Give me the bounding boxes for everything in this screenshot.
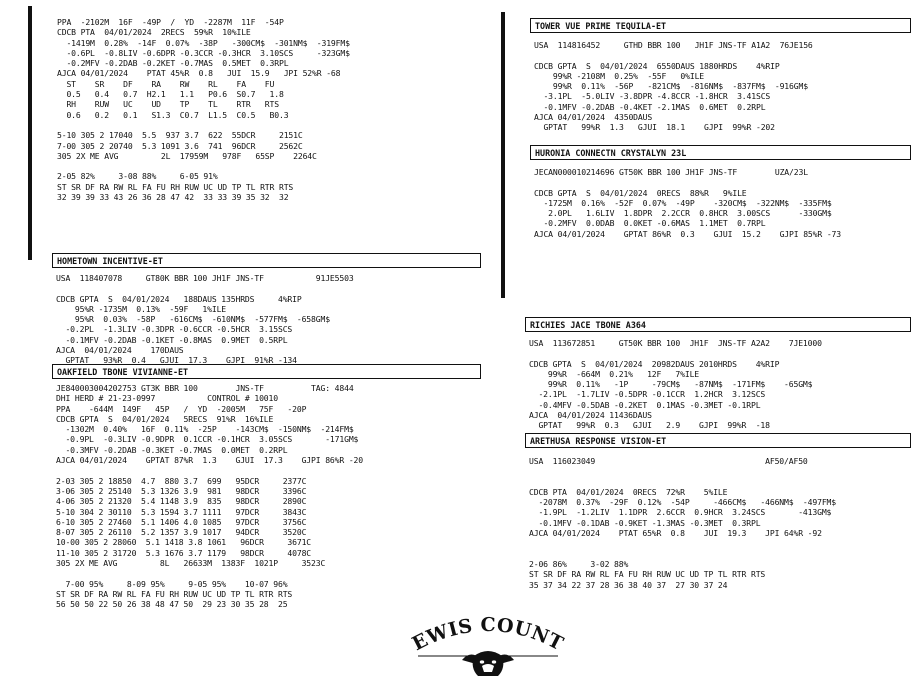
oakfield-title: OAKFIELD TBONE VIVIANNE-ET [57,367,189,377]
record-line: RH RUW UC UD TP TL RTR RTS [57,99,279,110]
record-line: GPTAT 99%R 1.3 GJUI 18.1 GJPI 99%R -202 [534,122,775,133]
lewis-county-logo-graphic [408,612,568,676]
arethusa-title-box [525,433,911,448]
record-line: CDCB GPTA S 04/01/2024 188DAUS 135HRDS 4%RIP [56,293,302,304]
record-line: 5-10 305 2 17040 5.5 937 3.7 622 55DCR 2151C [57,130,303,141]
record-line: 0.6 0.2 0.1 S1.3 C0.7 L1.5 C0.5 B0.3 [57,109,289,120]
record-line: ST SR DF RA RW RL FA FU RH RUW UC UD TP TL RTR RTS [56,588,293,599]
tower-record [534,40,813,133]
record-line: -1419M 0.28% -14F 0.07% -38P -300CM$ -301NM$ -319FM$ [57,37,350,48]
record-line [534,177,841,187]
record-line: ST SR DF RA RW RL FA FU RH RUW UC UD TP TL RTR RTS [57,181,294,192]
record-line: -0.2PL -1.3LIV -0.3DPR -0.6CCR -0.5HCR 3.15SCS [56,324,293,335]
oakfield-record [56,383,363,610]
record-line: CDCB GPTA S 04/01/2024 0RECS 88%R 9%ILE [534,187,747,198]
cow-head-icon [462,651,514,676]
record-line: 8-07 305 2 26110 5.2 1357 3.9 1017 94DCR 3520C [56,527,307,538]
record-line: 2-05 82% 3-08 88% 6-05 91% [57,171,218,182]
hometown-record [56,273,354,366]
record-line: USA 118407078 GT80K BBR 100 JH1F JNS-TF 91JE5503 [56,273,354,283]
record-line [529,466,836,476]
record-line [534,50,813,60]
record-line: CDCB GPTA S 04/01/2024 6550DAUS 1880HRDS 4%RIP [534,60,780,71]
record-line: DHI HERD # 21-23-0997 CONTROL # 10010 [56,393,278,404]
record-line: -3.1PL -5.0LIV -3.8DPR -4.8CCR -1.8HCR 3.41SCS [534,91,771,102]
record-line [57,161,350,171]
record-line: CDCB GPTA S 04/01/2024 20982DAUS 2010HRDS 4%RIP [529,358,780,369]
left-marker-bar [28,6,32,260]
record-line: 99%R -2108M 0.25% -55F 0%ILE [534,70,705,81]
record-line: 305 2X ME AVG 2L 17959M 978F 65SP 2264C [57,150,317,161]
record-line: 10-00 305 2 28060 5.1 1418 3.8 1061 96DCR 3671C [56,537,312,548]
richies-record [529,338,822,431]
record-line [56,568,363,578]
record-line: JECAN000010214696 GT50K BBR 100 JH1F JNS-TF UZA/23L [534,167,808,177]
record-line: 11-10 305 2 31720 5.3 1676 3.7 1179 98DCR 4078C [56,547,312,558]
logo-text: EWIS COUNT [408,613,568,656]
record-line: 3-06 305 2 25140 5.3 1326 3.9 981 98DCR 3396C [56,485,307,496]
record-line: 99%R 0.11% -56P -821CM$ -816NM$ -837FM$ -916GM$ [534,81,808,92]
tower-title: TOWER VUE PRIME TEQUILA-ET [535,21,667,31]
record-line: 35 37 34 22 37 28 36 38 40 37 27 30 37 24 [529,579,728,590]
huronia-title-box [530,145,911,160]
record-line: -1725M 0.16% -52F 0.07% -49P -320CM$ -322NM$ -335FM$ [534,197,832,208]
lewis-county-logo [408,612,568,676]
record-line: GPTAT 93%R 0.4 GJUI 17.3 GJPI 91%R -134 [56,355,297,366]
record-line: USA 114816452 GTHD BBR 100 JH1F JNS-TF A1A2 76JE156 [534,40,813,50]
record-line [56,465,363,475]
record-line: 2-06 86% 3-02 88% [529,558,629,569]
center-marker-bar [501,12,505,298]
record-line: -0.1MFV -0.2DAB -0.4KET -2.1MAS 0.6MET 0.2RPL [534,101,766,112]
record-line: CDCB GPTA S 04/01/2024 5RECS 91%R 16%ILE [56,413,274,424]
oakfield-title-box [52,364,481,379]
record-line: CDCB PTA 04/01/2024 2RECS 59%R 10%ILE [57,27,251,38]
record-line: PPA -644M 149F 45P / YD -2005M 75F -20P [56,403,307,414]
hometown-title: HOMETOWN INCENTIVE-ET [57,256,163,266]
record-line: 7-00 95% 8-09 95% 9-05 95% 10-07 96% [56,578,288,589]
richies-title: RICHIES JACE TBONE A364 [530,320,646,330]
record-line: -0.1MFV -0.1DAB -0.9KET -1.3MAS -0.3MET 0.3RPL [529,517,761,528]
record-line: 95%R 0.03% -58P -616CM$ -610NM$ -577FM$ -658GM$ [56,314,330,325]
record-line: -1.9PL -1.2LIV 1.1DPR 2.6CCR 0.9HCR 3.24SCS -413GM$ [529,507,832,518]
record-line [529,538,836,548]
record-line: -2078M 0.37% -29F 0.12% -54P -466CM$ -466NM$ -497FM$ [529,497,836,508]
record-line: 56 50 50 22 50 26 38 48 47 50 29 23 30 35 28 25 [56,599,288,610]
record-line: AJCA 04/01/2024 11436DAUS [529,410,652,421]
record-line: -0.2MFV 0.0DAB 0.0KET -0.6MAS 1.1MET 0.7RPL [534,218,766,229]
top-left-record [57,17,350,202]
record-line [529,477,836,487]
record-line [529,549,836,559]
huronia-title: HURONIA CONNECTN CRYSTALYN 23L [535,148,687,158]
tower-title-box [530,18,911,33]
hometown-title-box [52,253,481,268]
record-line: AJCA 04/01/2024 4350DAUS [534,112,653,123]
record-line [529,348,822,358]
record-line: USA 113672851 GT50K BBR 100 JH1F JNS-TF A2A2 7JE1000 [529,338,822,348]
record-line: ST SR DF RA RW RL FA FU RH RUW UC UD TP TL RTR RTS [529,569,766,580]
record-line: -0.1MFV -0.2DAB -0.1KET -0.8MAS 0.9MET 0.5RPL [56,334,288,345]
record-line: CDCB PTA 04/01/2024 0RECS 72%R 5%ILE [529,486,728,497]
record-line: AJCA 04/01/2024 170DAUS [56,345,184,356]
record-line: 32 39 39 33 43 26 36 28 47 42 33 33 39 35 32 32 [57,192,289,203]
record-line: PPA -2102M 16F -49P / YD -2287M 11F -54P [57,17,284,27]
richies-title-box [525,317,911,332]
record-line: -0.9PL -0.3LIV -0.9DPR 0.1CCR -0.1HCR 3.05SCS -171GM$ [56,434,359,445]
record-line: USA 116023049 AF50/AF50 [529,456,808,466]
record-line [57,120,350,130]
arethusa-record [529,456,836,590]
record-line: -0.2MFV -0.2DAB -0.2KET -0.7MAS 0.5MET 0.3RPL [57,58,289,69]
record-line: GPTAT 99%R 0.3 GJUI 2.9 GJPI 99%R -18 [529,420,770,431]
record-line: AJCA 04/01/2024 PTAT 45%R 0.8 JUI 15.9 JPI 52%R -68 [57,68,341,79]
record-line: ST SR DF RA RW RL FA FU [57,78,275,89]
record-line: 5-10 304 2 30110 5.3 1594 3.7 1111 97DCR 3843C [56,506,307,517]
record-line: AJCA 04/01/2024 PTAT 65%R 0.8 JUI 19.3 JPI 64%R -92 [529,528,822,539]
arethusa-title: ARETHUSA RESPONSE VISION-ET [530,436,667,446]
record-line: 99%R 0.11% -1P -79CM$ -87NM$ -171FM$ -65GM$ [529,379,813,390]
record-line: -2.1PL -1.7LIV -0.5DPR -0.1CCR 1.2HCR 3.12SCS [529,389,766,400]
record-line: AJCA 04/01/2024 GPTAT 87%R 1.3 GJUI 17.3 GJPI 86%R -20 [56,455,363,466]
record-line: 95%R -1735M 0.13% -59F 1%ILE [56,303,227,314]
record-line: 305 2X ME AVG 8L 26633M 1383F 1021P 3523C [56,558,326,569]
record-line: 2-03 305 2 18850 4.7 880 3.7 699 95DCR 2377C [56,475,307,486]
record-line: 2.0PL 1.6LIV 1.8DPR 2.2CCR 0.8HCR 3.00SCS -330GM$ [534,208,832,219]
record-line: -0.3MFV -0.2DAB -0.3KET -0.7MAS 0.0MET 0.2RPL [56,444,288,455]
record-line: 6-10 305 2 27460 5.1 1406 4.0 1085 97DCR 3756C [56,516,307,527]
record-line [56,283,354,293]
record-line: -1302M 0.40% 16F 0.11% -25P -143CM$ -150NM$ -214FM$ [56,424,354,435]
record-line: -0.4MFV -0.5DAB -0.2KET 0.1MAS -0.3MET -0.1RPL [529,399,761,410]
svg-text:LEWIS COUNTY [408,612,567,655]
record-line: AJCA 04/01/2024 GPTAT 86%R 0.3 GJUI 15.2 GJPI 85%R -73 [534,228,841,239]
record-line: 99%R -664M 0.21% 12F 7%ILE [529,368,700,379]
record-line: JE840003004202753 GT3K BBR 100 JNS-TF TAG: 4844 [56,383,354,393]
record-line: 7-00 305 2 20740 5.3 1091 3.6 741 96DCR 2562C [57,140,303,151]
record-line: -0.6PL -0.8LIV -0.6DPR -0.3CCR -0.3HCR 3.10SCS -323GM$ [57,47,350,58]
record-line: 4-06 305 2 21320 5.4 1148 3.9 835 98DCR 2890C [56,496,307,507]
huronia-record [534,167,841,239]
record-line: 0.5 0.4 0.7 H2.1 1.1 P0.6 S0.7 1.8 [57,89,284,100]
